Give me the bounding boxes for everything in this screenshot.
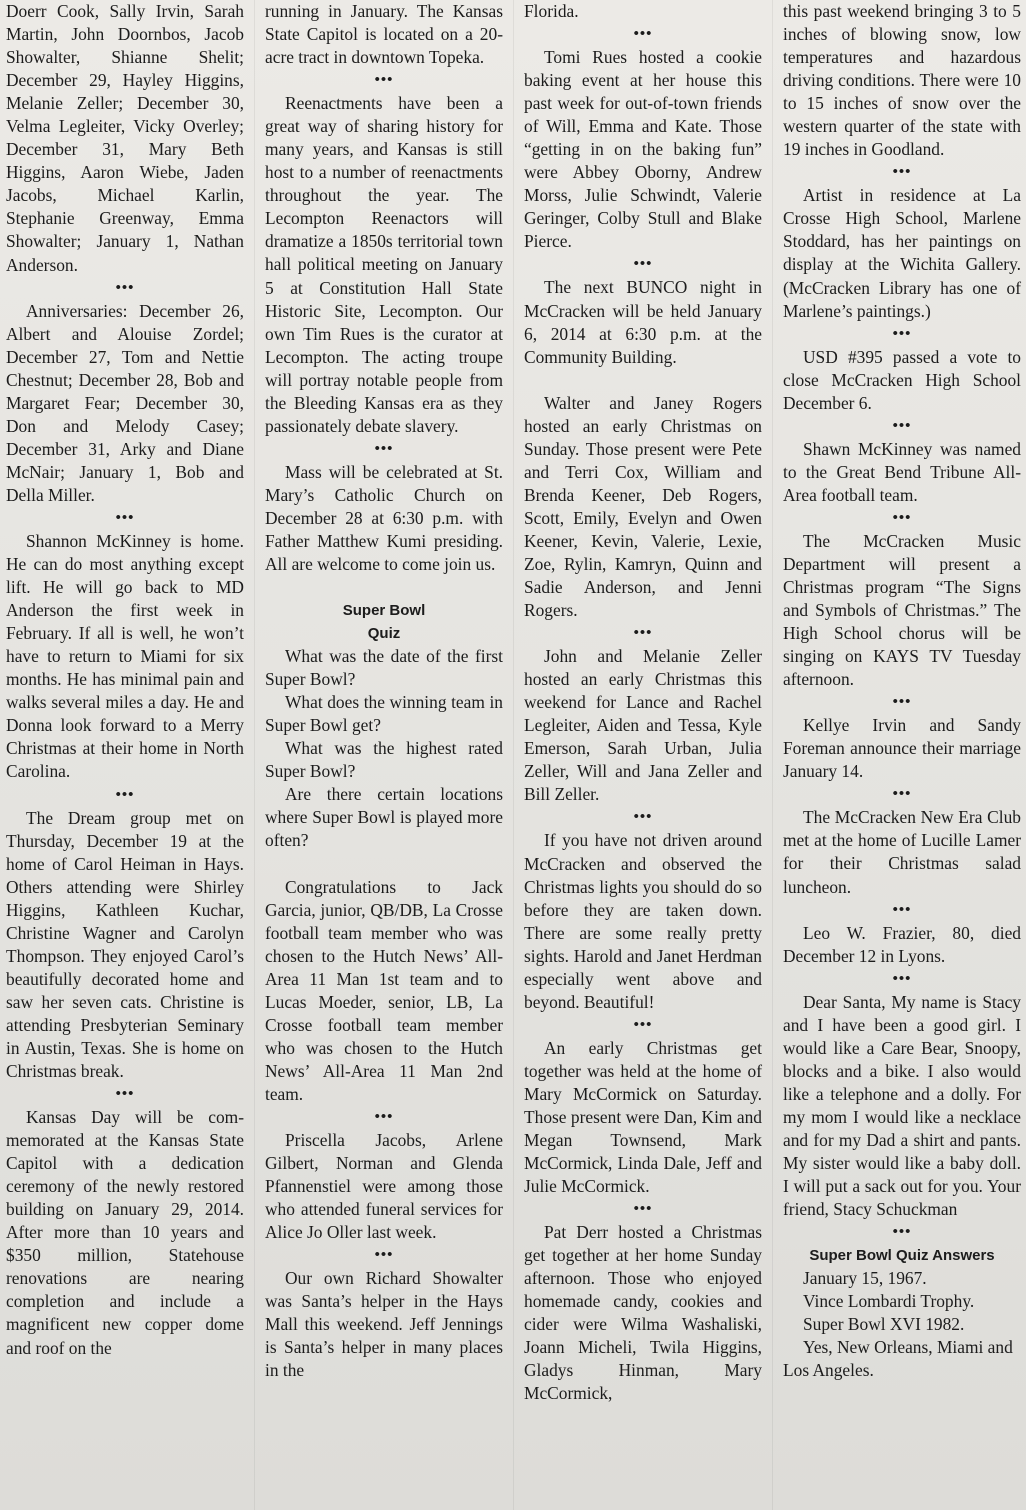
- dream-group-item: The Dream group met on Thursday, December 19 at the home of Carol Heiman in Hays. Others attending were Shirley Higgins, Kathleen Kuchar, Christine Wagner and Carolyn Thompson. They enjoyed Carol’s beautifully decorated home and saw her seven cats. Christine is attending Presbyterian Seminary in Austin, Texas. She is home on Christmas break.: [6, 807, 244, 1082]
- christmas-lights-item: If you have not driven around McCracken and observed the Christmas lights you should do so before they are taken down. There are some really pretty sights. Harold and Janet Herdman especially went above and beyond. Beautiful!: [524, 830, 762, 1012]
- item-separator: •••: [892, 509, 912, 526]
- anniversaries-item: Anniversaries: December 26, Albert and Alouise Zordel; December 27, Tom and Nettie Chestnut; December 28, Bob and Margaret Fear; December 30, Don and Melody Casey; December 31, Arky and Diane McNair; January 1, Bob and Della Miller.: [6, 300, 244, 505]
- usd-item: USD #395 passed a vote to close McCracken High School December 6.: [783, 346, 1021, 413]
- column-gutter: [513, 0, 514, 1510]
- birthdays-continued: Doerr Cook, Sally Irvin, Sarah Martin, John Doornbos, Jacob Showalter, Shianne Shelit; December 29, Hayley Higgins, Melanie Zeller; December 30, Velma Legleiter, Vicky Overley; December 31, Mary Beth Higgins, Aaron Wiebe, Jaden Jacobs, Michael Karlin, Stephanie Greenway, Emma Showalter; January 1, Nathan Anderson.: [6, 1, 244, 275]
- column-4: [783, 0, 1021, 1382]
- item-separator: •••: [633, 1016, 653, 1033]
- item-separator: •••: [633, 1201, 653, 1218]
- item-separator: •••: [115, 509, 135, 526]
- marriage-item: Kellye Irvin and Sandy Foreman announce their marriage January 14.: [783, 715, 1021, 782]
- item-separator: •••: [115, 279, 135, 296]
- item-separator: •••: [633, 26, 653, 43]
- new-era-club-item: The McCracken New Era Club met at the home of Lucille Lamer for their Christmas salad luncheon.: [783, 807, 1021, 897]
- quiz-answers: [783, 1267, 1021, 1382]
- item-separator: •••: [892, 901, 912, 918]
- quiz-question: What was the date of the first Super Bowl?: [265, 646, 503, 690]
- spacer: [524, 369, 762, 392]
- column-gutter: [772, 0, 773, 1510]
- quiz-question: What was the highest rated Super Bowl?: [265, 738, 503, 782]
- shannon-mckinney-item: Shannon McKinney is home. He can do most anything except lift. He will go back to MD Anderson the first week in February. If all is well, he won’t have to return to Miami for six months. He has minimal pain and walks several miles a day. He and Donna look forward to a Merry Christmas at their home in North Carolina.: [6, 530, 244, 782]
- item-separator: •••: [374, 1247, 394, 1264]
- congratulations-item: Congratulations to Jack Garcia, junior, QB/DB, La Crosse football team member who was chosen to the Hutch News’ All-Area 11 Man 1st team and to Lucas Moeder, senior, LB, La Crosse football team member who was chosen to the Hutch News’ All-Area 11 Man 2nd team.: [265, 876, 503, 1104]
- column-2: [265, 0, 503, 1382]
- rogers-christmas-item: Walter and Janey Rogers hosted an early Christmas on Sunday. Those present were Pete and Terri Cox, William and Brenda Keener, Deb Rogers, Scott, Emily, Evelyn and Owen Keener, Kevin, Valerie, Lexie, Zoe, Rylin, Kamryn, Quinn and Sadie Anderson, and Jenni Rogers.: [524, 392, 762, 621]
- funeral-item: Priscella Jacobs, Arlene Gilbert, Norman and Glenda Pfannenstiel were among those who attended funeral services for Alice Jo Oller last week.: [265, 1129, 503, 1243]
- item-separator: •••: [633, 809, 653, 826]
- quiz-heading-line-2: Quiz: [367, 625, 401, 643]
- quiz-answer: Vince Lombardi Trophy.: [803, 1291, 975, 1312]
- artist-item: Artist in residence at La Crosse High School, Marlene Stoddard, has her paintings on display at the Wichita Gallery. (McCracken Library has one of Marlene’s paintings.): [783, 185, 1021, 321]
- item-separator: •••: [374, 1108, 394, 1125]
- capitol-continued: running in January. The Kansas State Capitol is located on a 20-acre tract in downtown Topeka.: [265, 1, 503, 68]
- cookie-baking-item: Tomi Rues hosted a cookie baking event at her house this past week for out-of-town friends of Will, Emma and Kate. Those “getting in on the baking fun” were Abbey Oborny, Andrew Morss, Julie Schwindt, Valerie Geringer, Colby Stull and Blake Pierce.: [524, 47, 762, 252]
- item-separator: •••: [892, 1224, 912, 1241]
- column-gutter: [254, 0, 255, 1510]
- item-separator: •••: [892, 164, 912, 181]
- quiz-answer: Yes, New Orleans, Miami and Los Angeles.: [783, 1337, 1013, 1381]
- quiz-heading-line-1: Super Bowl: [342, 602, 426, 620]
- quiz-question: Are there certain locations where Super Bowl is played more often?: [265, 784, 503, 851]
- mass-item: Mass will be celebrated at St. Mary’s Catholic Church on December 28 at 6:30 p.m. with Father Matthew Kumi presiding. All are welcome to come join us.: [265, 461, 503, 575]
- item-separator: •••: [374, 440, 394, 457]
- item-separator: •••: [374, 72, 394, 89]
- quiz-answer: Super Bowl XVI 1982.: [803, 1314, 965, 1335]
- quiz-answers-heading: Super Bowl Quiz Answers: [809, 1247, 995, 1265]
- item-separator: •••: [115, 1086, 135, 1103]
- music-department-item: The McCracken Music Department will present a Christmas program “The Signs and Symbols of Christmas.” The High School chorus will be singing on KAYS TV Tuesday afternoon.: [783, 530, 1021, 690]
- item-separator: •••: [892, 970, 912, 987]
- bunco-item: The next BUNCO night in McCracken will be held January 6, 2014 at 6:30 p.m. at the Community Building.: [524, 277, 762, 367]
- derr-christmas-item: Pat Derr hosted a Christmas get together at her home Sunday afternoon. Those who enjoyed homemade candy, cookies and cider were Wilma Washaliski, Joann Micheli, Twila Higgins, Gladys Hinman, Mary McCormick,: [524, 1222, 762, 1404]
- item-separator: •••: [633, 256, 653, 273]
- item-separator: •••: [633, 625, 653, 642]
- item-separator: •••: [892, 786, 912, 803]
- santa-letter-item: Dear Santa, My name is Stacy and I have been a good girl. I would like a Care Bear, Snoopy, blocks and a bike. I also would like a telephone and a dolly. For my mom I would like a necklace and for my Dad a shirt and pants. My sister would like a baby doll. I will put a sack out for you. Your friend, Stacy Schuckman: [783, 991, 1021, 1220]
- item-separator: •••: [892, 694, 912, 711]
- mccormick-christmas-item: An early Christmas get together was held at the home of Mary McCormick on Saturday. Those present were Dan, Kim and Megan Townsend, Mark McCormick, Linda Dale, Jeff and Julie McCormick.: [524, 1037, 762, 1197]
- quiz-question: What does the winning team in Super Bowl get?: [265, 692, 503, 736]
- column-1: [6, 0, 244, 1360]
- item-separator: •••: [115, 786, 135, 803]
- spacer: [265, 853, 503, 876]
- reenactments-item: Reenactments have been a great way of sharing history for many years, and Kansas is still host to a number of reenactments throughout the year. The Lecompton Reenactors will dramatize a 1850s territorial town hall political meeting on January 5 at Constitution Hall State Historic Site, Lecompton. Our own Tim Rues is the curator at Lecompton. The acting troupe will portray notable people from the Bleeding Kansas era as they passionately debate slavery.: [265, 93, 503, 436]
- item-separator: •••: [892, 417, 912, 434]
- column-3: [524, 0, 762, 1406]
- spacer: [265, 576, 503, 599]
- santa-helper-item: Our own Richard Showalter was Santa’s helper in the Hays Mall this weekend. Jeff Jennings is Santa’s helper in many places in the: [265, 1268, 503, 1381]
- shawn-mckinney-item: Shawn McKinney was named to the Great Bend Tribune All-Area football team.: [783, 438, 1021, 505]
- zeller-christmas-item: John and Melanie Zeller hosted an early Christmas this weekend for Lance and Rachel Legleiter, Aiden and Tessa, Kyle Emerson, Sarah Urban, Julia Zeller, Will and Jana Zeller and Bill Zeller.: [524, 646, 762, 805]
- item-separator: •••: [892, 325, 912, 342]
- kansas-day-item: Kansas Day will be commemorated at the Kansas State Capitol with a dedication ceremony of the newly restored building on January 29, 2014. After more than 10 years and $350 million, Statehouse renovations are nearing completion and include a magnificent new copper dome and roof on the: [6, 1107, 244, 1358]
- weather-continued: this past weekend bringing 3 to 5 inches of blowing snow, low temperatures and hazardous driving conditions. There were 10 to 15 inches of snow over the western quarter of the state with 19 inches in Goodland.: [783, 1, 1021, 160]
- obituary-item: Leo W. Frazier, 80, died December 12 in Lyons.: [783, 922, 1021, 966]
- florida-continued: Florida.: [524, 1, 579, 21]
- quiz-answer: January 15, 1967.: [803, 1268, 927, 1289]
